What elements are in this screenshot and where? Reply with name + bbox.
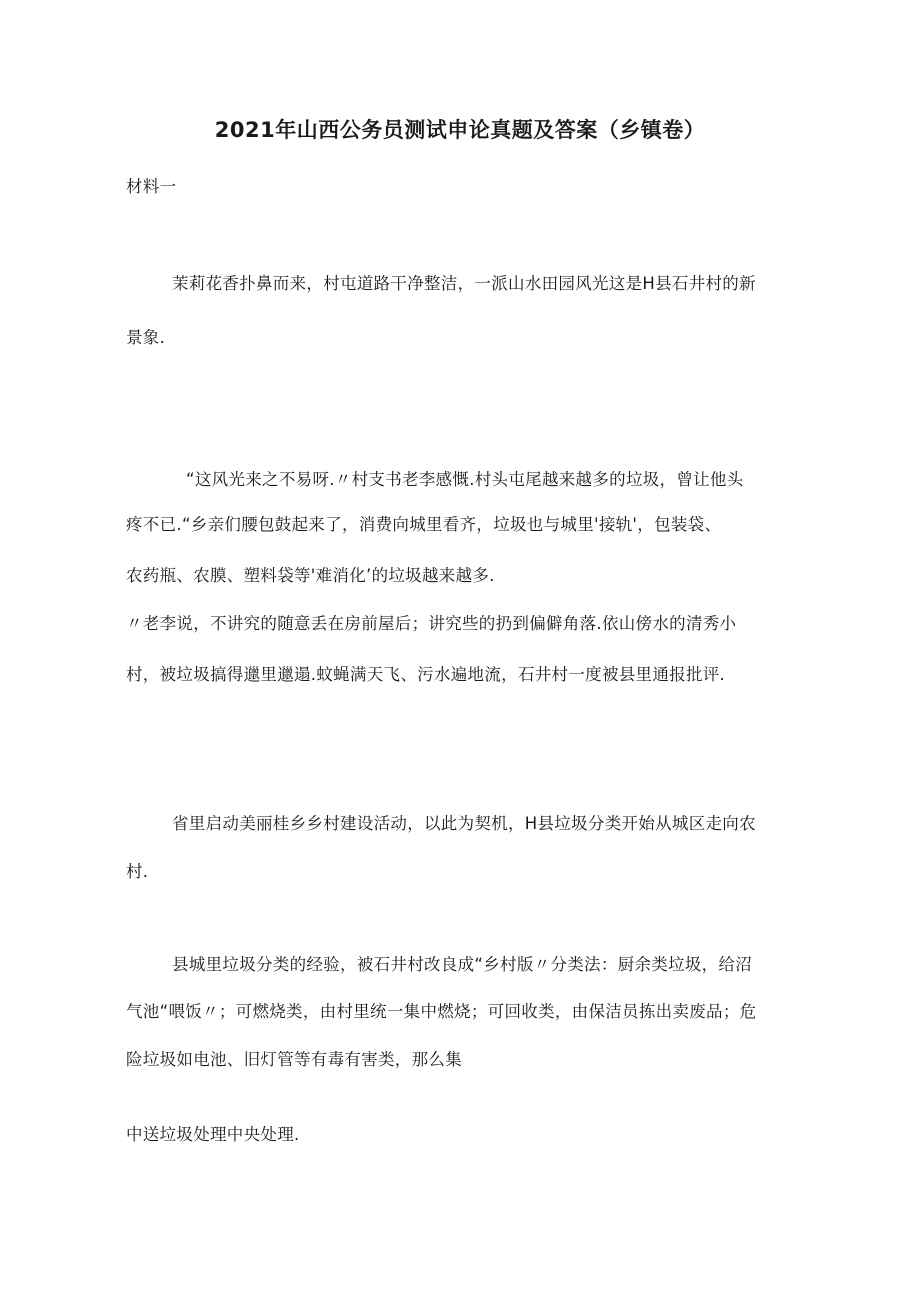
text-line: 农药瓶、农膜、塑料袋等'难消化’的垃圾越来越多. [126,566,495,585]
text-line: “这风光来之不易呀.〃村支书老李感慨.村头屯尾越来越多的垃圾，曾让他头 [186,470,744,489]
text-line: 村. [126,862,149,881]
text-line: 险垃圾如电池、旧灯管等有毒有害类，那么集 [126,1050,462,1069]
text-line: 省里启动美丽桂乡乡村建设活动，以此为契机，H县垃圾分类开始从城区走向农 [172,814,756,833]
document-title: 2021年山西公务员测试申论真题及答案（乡镇卷） [214,118,706,142]
text-line: 茉莉花香扑鼻而来，村屯道路干净整洁，一派山水田园风光这是H县石井村的新 [172,274,756,293]
text-line: 景象. [126,328,166,347]
text-line: 疼不已.“乡亲们腰包鼓起来了，消费向城里看齐，垃圾也与城里'接轨'，包装袋、 [126,515,722,534]
text-line: 中送垃圾处理中央处理. [126,1125,300,1144]
text-line: 气池“喂饭〃；可燃烧类，由村里统一集中燃烧；可回收类，由保洁员拣出卖废品；危 [126,1002,757,1021]
section-label: 材料一 [126,177,177,196]
text-line: 村，被垃圾搞得邋里邋遢.蚊蝇满天飞、污水遍地流，石井村一度被县里通报批评. [126,665,726,684]
text-line: 〃老李说，不讲究的随意丢在房前屋后；讲究些的扔到偏僻角落.依山傍水的清秀小 [126,614,737,633]
text-line: 县城里垃圾分类的经验，被石井村改良成“乡村版〃分类法：厨余类垃圾，给沼 [172,955,753,974]
